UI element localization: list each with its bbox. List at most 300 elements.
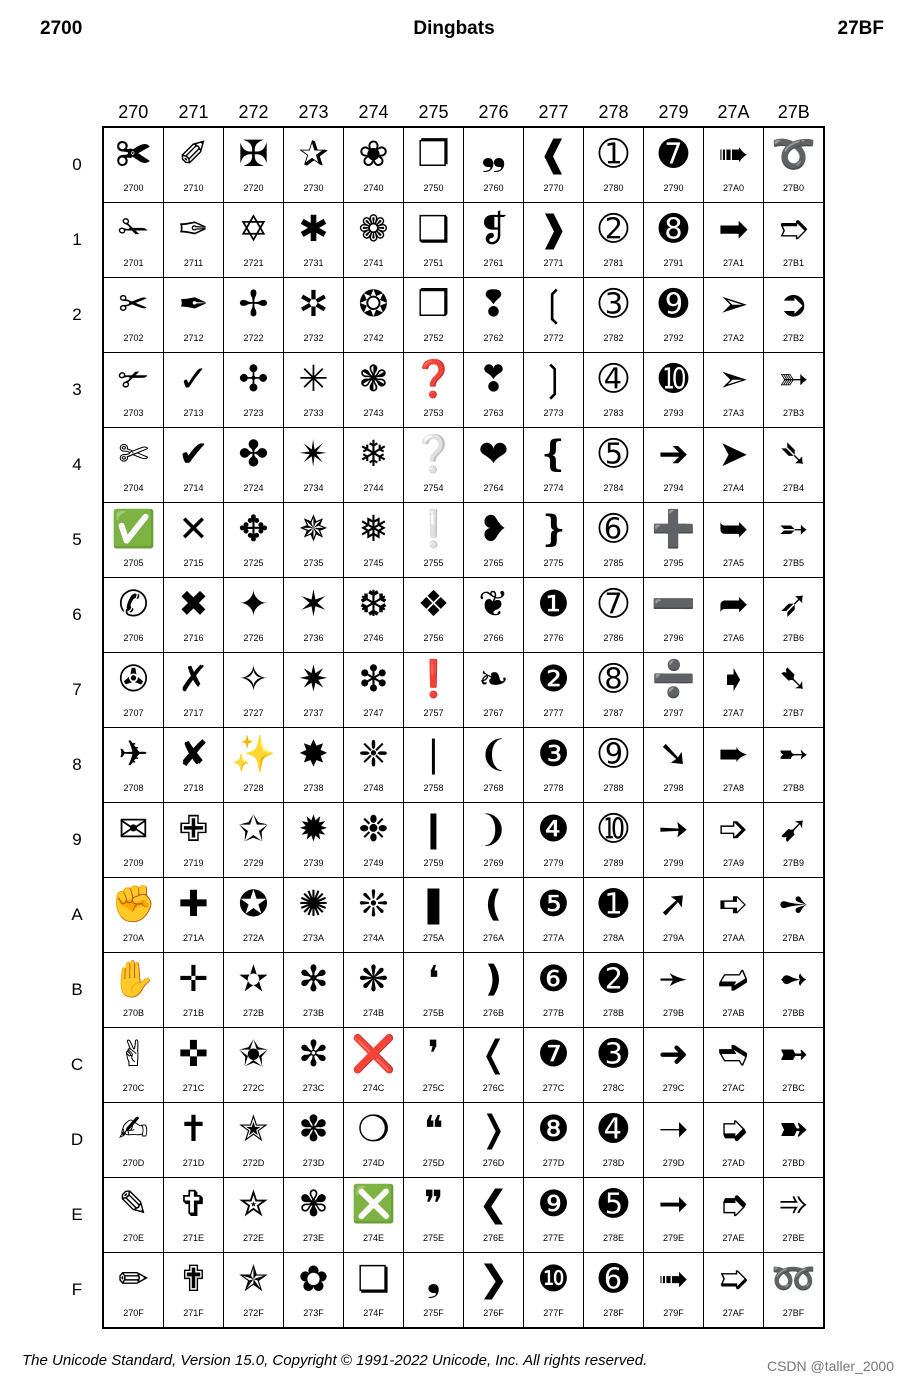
row-header: D bbox=[52, 1103, 103, 1178]
code-cell bbox=[704, 353, 764, 428]
code-point-label: 27A9 bbox=[722, 858, 745, 868]
code-point-label: 271A bbox=[182, 933, 205, 943]
code-point-label: 2718 bbox=[183, 783, 204, 793]
code-cell bbox=[344, 578, 404, 653]
glyph: ➆ bbox=[598, 584, 629, 625]
glyph: ✟ bbox=[178, 1259, 209, 1300]
code-cell bbox=[584, 728, 644, 803]
code-point-label: 272B bbox=[242, 1008, 265, 1018]
code-point-label: 2772 bbox=[543, 333, 564, 343]
code-point-label: 2753 bbox=[423, 408, 444, 418]
code-cell bbox=[344, 353, 404, 428]
code-cell bbox=[584, 803, 644, 878]
code-point-label: 2708 bbox=[123, 783, 144, 793]
glyph: ➣ bbox=[718, 359, 749, 400]
glyph: ❖ bbox=[417, 584, 450, 625]
code-cell bbox=[404, 203, 464, 278]
code-cell bbox=[584, 1028, 644, 1103]
code-point-label: 27BF bbox=[782, 1308, 805, 1318]
glyph: ✛ bbox=[178, 959, 209, 1000]
glyph: ➢ bbox=[718, 284, 749, 325]
code-point-label: 2743 bbox=[363, 408, 384, 418]
code-point-label: 272E bbox=[242, 1233, 265, 1243]
code-point-label: 2748 bbox=[363, 783, 384, 793]
code-point-label: 2713 bbox=[183, 408, 204, 418]
code-point-label: 2766 bbox=[483, 633, 504, 643]
code-point-label: 2765 bbox=[483, 558, 504, 568]
code-point-label: 2762 bbox=[483, 333, 504, 343]
range-end-label: 27BF bbox=[837, 18, 884, 39]
table-row bbox=[52, 878, 824, 953]
glyph: ❨ bbox=[478, 734, 509, 775]
code-cell bbox=[464, 353, 524, 428]
code-point-label: 27A5 bbox=[722, 558, 745, 568]
code-cell bbox=[644, 878, 704, 953]
glyph: ❄ bbox=[358, 434, 389, 475]
code-point-label: 272A bbox=[242, 933, 265, 943]
code-cell bbox=[524, 353, 584, 428]
glyph: ❝ bbox=[423, 1109, 444, 1150]
glyph: ➹ bbox=[778, 809, 809, 850]
glyph: ❤ bbox=[478, 434, 509, 475]
code-point-label: 27A1 bbox=[722, 258, 745, 268]
code-point-label: 2726 bbox=[243, 633, 264, 643]
glyph: ✐ bbox=[178, 134, 209, 175]
code-cell bbox=[224, 578, 284, 653]
code-cell bbox=[764, 278, 825, 353]
glyph: ➪ bbox=[718, 884, 749, 925]
code-cell bbox=[464, 578, 524, 653]
code-point-label: 2721 bbox=[243, 258, 264, 268]
code-point-label: 27B4 bbox=[782, 483, 805, 493]
code-point-label: 27BA bbox=[782, 933, 805, 943]
glyph: ✀ bbox=[115, 134, 152, 175]
code-point-label: 279D bbox=[662, 1158, 685, 1168]
code-point-label: 27BD bbox=[782, 1158, 805, 1168]
code-point-label: 274F bbox=[363, 1308, 384, 1318]
code-point-label: 2750 bbox=[423, 183, 444, 193]
code-point-label: 27A0 bbox=[722, 183, 745, 193]
code-cell bbox=[284, 803, 344, 878]
code-point-label: 2733 bbox=[303, 408, 324, 418]
code-point-label: 27B6 bbox=[782, 633, 805, 643]
code-point-label: 2789 bbox=[603, 858, 624, 868]
glyph: ➮ bbox=[718, 1184, 749, 1225]
code-cell bbox=[464, 203, 524, 278]
block-title: Dingbats bbox=[413, 18, 495, 39]
code-cell bbox=[224, 127, 284, 203]
code-point-label: 270A bbox=[122, 933, 145, 943]
code-point-label: 2725 bbox=[243, 558, 264, 568]
code-point-label: 277E bbox=[542, 1233, 565, 1243]
glyph: ❻ bbox=[537, 959, 570, 1000]
code-cell bbox=[764, 878, 825, 953]
glyph: ❒ bbox=[417, 284, 450, 325]
code-cell bbox=[644, 578, 704, 653]
code-cell bbox=[284, 1178, 344, 1253]
glyph: ✗ bbox=[178, 659, 209, 700]
code-point-label: 272D bbox=[242, 1158, 265, 1168]
row-header: C bbox=[52, 1028, 103, 1103]
code-cell bbox=[584, 278, 644, 353]
glyph: ✹ bbox=[298, 809, 329, 850]
code-cell bbox=[464, 127, 524, 203]
glyph: ✄ bbox=[118, 434, 149, 475]
code-point-label: 2771 bbox=[543, 258, 564, 268]
glyph: ➦ bbox=[718, 584, 749, 625]
code-point-label: 2705 bbox=[123, 558, 144, 568]
column-header: 27A bbox=[704, 98, 764, 127]
code-cell bbox=[164, 1178, 224, 1253]
code-cell bbox=[224, 503, 284, 578]
code-point-label: 27AA bbox=[722, 933, 745, 943]
glyph: ➛ bbox=[658, 959, 689, 1000]
code-cell bbox=[464, 1253, 524, 1329]
glyph: ➗ bbox=[651, 659, 696, 700]
code-point-label: 27A4 bbox=[722, 483, 745, 493]
code-point-label: 2728 bbox=[243, 783, 264, 793]
code-cell bbox=[404, 1028, 464, 1103]
code-cell bbox=[704, 1178, 764, 1253]
code-point-label: 273C bbox=[302, 1083, 325, 1093]
code-cell bbox=[704, 1253, 764, 1329]
glyph: ➖ bbox=[651, 584, 696, 625]
code-point-label: 2791 bbox=[663, 258, 684, 268]
glyph: ❿ bbox=[537, 1259, 570, 1300]
code-point-label: 2724 bbox=[243, 483, 264, 493]
code-point-label: 2761 bbox=[483, 258, 504, 268]
glyph: ✲ bbox=[298, 284, 329, 325]
glyph: ➕ bbox=[651, 509, 696, 550]
code-cell bbox=[284, 953, 344, 1028]
row-header: 3 bbox=[52, 353, 103, 428]
glyph: ✒ bbox=[178, 284, 209, 325]
glyph: ➶ bbox=[778, 584, 809, 625]
glyph: ❩ bbox=[478, 809, 509, 850]
code-point-label: 276F bbox=[483, 1308, 504, 1318]
code-point-label: 2751 bbox=[423, 258, 444, 268]
table-row bbox=[52, 1028, 824, 1103]
code-point-label: 270E bbox=[122, 1233, 145, 1243]
code-cell bbox=[584, 428, 644, 503]
glyph: ➟ bbox=[658, 1259, 689, 1300]
code-point-label: 2752 bbox=[423, 333, 444, 343]
code-cell bbox=[164, 1253, 224, 1329]
code-point-label: 2768 bbox=[483, 783, 504, 793]
code-cell bbox=[164, 578, 224, 653]
code-cell bbox=[524, 203, 584, 278]
column-header: 276 bbox=[464, 98, 524, 127]
code-point-label: 27B5 bbox=[782, 558, 805, 568]
glyph: ✠ bbox=[238, 134, 269, 175]
glyph: ✭ bbox=[238, 1109, 269, 1150]
glyph: ➇ bbox=[598, 659, 629, 700]
code-point-label: 27A7 bbox=[722, 708, 745, 718]
code-cell bbox=[584, 953, 644, 1028]
glyph: ❠ bbox=[481, 134, 506, 175]
glyph: ❐ bbox=[417, 134, 450, 175]
code-point-label: 2710 bbox=[183, 183, 204, 193]
code-cell bbox=[764, 203, 825, 278]
code-point-label: 2712 bbox=[183, 333, 204, 343]
table-row bbox=[52, 1178, 824, 1253]
code-point-label: 2774 bbox=[543, 483, 564, 493]
glyph: ➯ bbox=[718, 1259, 749, 1300]
code-cell bbox=[103, 653, 164, 728]
glyph: ❁ bbox=[358, 209, 389, 250]
code-cell bbox=[404, 428, 464, 503]
glyph: ✙ bbox=[178, 809, 209, 850]
glyph: ➁ bbox=[598, 209, 629, 250]
glyph: ✜ bbox=[178, 1034, 209, 1075]
code-point-label: 2730 bbox=[303, 183, 324, 193]
code-cell bbox=[344, 1028, 404, 1103]
table-row bbox=[52, 127, 824, 203]
code-cell bbox=[224, 428, 284, 503]
glyph: ➈ bbox=[598, 734, 629, 775]
column-header: 279 bbox=[644, 98, 704, 127]
row-header: E bbox=[52, 1178, 103, 1253]
glyph: ❆ bbox=[358, 584, 389, 625]
code-point-label: 2787 bbox=[603, 708, 624, 718]
row-header: B bbox=[52, 953, 103, 1028]
code-point-label: 2716 bbox=[183, 633, 204, 643]
code-cell bbox=[284, 1103, 344, 1178]
glyph: ➷ bbox=[778, 659, 809, 700]
glyph: ➨ bbox=[718, 734, 749, 775]
code-point-label: 27BC bbox=[782, 1083, 805, 1093]
glyph: ➘ bbox=[658, 734, 689, 775]
code-point-label: 2794 bbox=[663, 483, 684, 493]
glyph: ✣ bbox=[238, 359, 269, 400]
glyph: ❚ bbox=[418, 884, 449, 925]
code-cell bbox=[644, 728, 704, 803]
code-cell bbox=[704, 653, 764, 728]
code-cell bbox=[704, 203, 764, 278]
glyph: ❱ bbox=[538, 209, 569, 250]
glyph: ❀ bbox=[358, 134, 389, 175]
glyph: ✩ bbox=[238, 809, 269, 850]
code-chart-table bbox=[52, 98, 825, 1329]
code-cell bbox=[164, 728, 224, 803]
code-point-label: 27BB bbox=[782, 1008, 805, 1018]
table-row bbox=[52, 1253, 824, 1329]
code-point-label: 2703 bbox=[123, 408, 144, 418]
code-point-label: 27B3 bbox=[782, 408, 805, 418]
code-cell bbox=[584, 878, 644, 953]
code-point-label: 2746 bbox=[363, 633, 384, 643]
row-header: 5 bbox=[52, 503, 103, 578]
row-header: 8 bbox=[52, 728, 103, 803]
glyph: ❷ bbox=[537, 659, 570, 700]
table-row bbox=[52, 1103, 824, 1178]
glyph: ❦ bbox=[478, 584, 509, 625]
glyph: ➬ bbox=[718, 1034, 749, 1075]
glyph: ➩ bbox=[718, 809, 749, 850]
glyph: ❉ bbox=[358, 809, 389, 850]
code-point-label: 276E bbox=[482, 1233, 505, 1243]
code-cell bbox=[164, 127, 224, 203]
code-cell bbox=[644, 653, 704, 728]
code-cell bbox=[584, 653, 644, 728]
code-cell bbox=[164, 203, 224, 278]
code-cell bbox=[103, 127, 164, 203]
glyph: ✴ bbox=[298, 434, 329, 475]
code-point-label: 2736 bbox=[303, 633, 324, 643]
code-point-label: 279E bbox=[662, 1233, 685, 1243]
glyph: ✱ bbox=[298, 209, 329, 250]
column-header: 271 bbox=[164, 98, 224, 127]
glyph: ✤ bbox=[238, 434, 269, 475]
glyph: ❬ bbox=[478, 1034, 509, 1075]
code-cell bbox=[524, 653, 584, 728]
code-cell bbox=[764, 428, 825, 503]
code-point-label: 271E bbox=[182, 1233, 205, 1243]
column-header: 277 bbox=[524, 98, 584, 127]
code-point-label: 27B8 bbox=[782, 783, 805, 793]
code-point-label: 2758 bbox=[423, 783, 444, 793]
code-cell bbox=[764, 578, 825, 653]
code-cell bbox=[404, 278, 464, 353]
column-header: 273 bbox=[284, 98, 344, 127]
code-point-label: 2734 bbox=[303, 483, 324, 493]
glyph: ✵ bbox=[298, 509, 329, 550]
column-header: 272 bbox=[224, 98, 284, 127]
code-point-label: 27AE bbox=[722, 1233, 745, 1243]
glyph: ❲ bbox=[538, 284, 569, 325]
glyph: ✆ bbox=[118, 584, 149, 625]
glyph: ➠ bbox=[718, 134, 749, 175]
code-point-label: 271D bbox=[182, 1158, 205, 1168]
code-cell bbox=[644, 953, 704, 1028]
code-cell bbox=[224, 728, 284, 803]
code-point-label: 2722 bbox=[243, 333, 264, 343]
glyph: ✬ bbox=[238, 1034, 269, 1075]
glyph: ❛ bbox=[427, 959, 440, 1000]
code-cell bbox=[284, 127, 344, 203]
table-row bbox=[52, 578, 824, 653]
code-point-label: 27AD bbox=[722, 1158, 745, 1168]
glyph: ✕ bbox=[178, 509, 209, 550]
code-point-label: 2700 bbox=[123, 183, 144, 193]
glyph: ✿ bbox=[298, 1259, 329, 1300]
code-cell bbox=[524, 428, 584, 503]
code-cell bbox=[464, 803, 524, 878]
code-point-label: 274E bbox=[362, 1233, 385, 1243]
glyph: ➭ bbox=[718, 1109, 749, 1150]
glyph: ➿ bbox=[771, 1259, 816, 1300]
code-point-label: 27A2 bbox=[722, 333, 745, 343]
code-cell bbox=[764, 803, 825, 878]
glyph: ➐ bbox=[658, 134, 689, 175]
glyph: ❍ bbox=[357, 1109, 390, 1150]
glyph: ➱ bbox=[778, 209, 809, 250]
glyph: ✢ bbox=[238, 284, 269, 325]
code-point-label: 2756 bbox=[423, 633, 444, 643]
code-point-label: 278F bbox=[603, 1308, 624, 1318]
glyph: ❸ bbox=[537, 734, 570, 775]
glyph: ➃ bbox=[598, 359, 629, 400]
glyph: ➅ bbox=[598, 509, 629, 550]
glyph: ❎ bbox=[351, 1184, 396, 1225]
code-cell bbox=[103, 1178, 164, 1253]
code-point-label: 279B bbox=[662, 1008, 685, 1018]
code-point-label: 274B bbox=[362, 1008, 385, 1018]
code-point-label: 2784 bbox=[603, 483, 624, 493]
code-point-label: 2744 bbox=[363, 483, 384, 493]
code-point-label: 2786 bbox=[603, 633, 624, 643]
code-point-label: 2778 bbox=[543, 783, 564, 793]
column-header: 270 bbox=[103, 98, 164, 127]
code-cell bbox=[644, 428, 704, 503]
row-header: 4 bbox=[52, 428, 103, 503]
code-cell bbox=[404, 353, 464, 428]
table-row bbox=[52, 203, 824, 278]
code-point-label: 278A bbox=[602, 933, 625, 943]
code-cell bbox=[344, 953, 404, 1028]
code-cell bbox=[284, 1253, 344, 1329]
glyph: ❣ bbox=[478, 359, 509, 400]
code-cell bbox=[224, 203, 284, 278]
glyph: ➋ bbox=[598, 959, 629, 1000]
code-cell bbox=[404, 503, 464, 578]
code-cell bbox=[164, 653, 224, 728]
code-point-label: 276B bbox=[482, 1008, 505, 1018]
code-point-label: 275B bbox=[422, 1008, 445, 1018]
code-point-label: 275E bbox=[422, 1233, 445, 1243]
code-point-label: 271C bbox=[182, 1083, 205, 1093]
code-cell bbox=[524, 728, 584, 803]
glyph: ✼ bbox=[298, 1034, 329, 1075]
code-point-label: 2706 bbox=[123, 633, 144, 643]
glyph: ✑ bbox=[178, 209, 209, 250]
code-cell bbox=[224, 653, 284, 728]
code-cell bbox=[103, 503, 164, 578]
glyph: ➡ bbox=[718, 209, 749, 250]
code-cell bbox=[404, 1253, 464, 1329]
code-cell bbox=[644, 1178, 704, 1253]
code-cell bbox=[464, 653, 524, 728]
code-point-label: 2738 bbox=[303, 783, 324, 793]
code-cell bbox=[344, 1103, 404, 1178]
code-cell bbox=[404, 127, 464, 203]
code-point-label: 2732 bbox=[303, 333, 324, 343]
code-point-label: 2799 bbox=[663, 858, 684, 868]
code-point-label: 2719 bbox=[183, 858, 204, 868]
code-point-label: 2782 bbox=[603, 333, 624, 343]
glyph: ➑ bbox=[658, 209, 689, 250]
code-point-label: 279C bbox=[662, 1083, 685, 1093]
code-point-label: 271B bbox=[182, 1008, 205, 1018]
glyph: ✧ bbox=[238, 659, 269, 700]
code-point-label: 277D bbox=[542, 1158, 565, 1168]
code-point-label: 2798 bbox=[663, 783, 684, 793]
code-point-label: 27AC bbox=[722, 1083, 745, 1093]
glyph: ✾ bbox=[298, 1184, 329, 1225]
glyph: ❺ bbox=[537, 884, 570, 925]
code-cell bbox=[644, 503, 704, 578]
code-point-label: 2790 bbox=[663, 183, 684, 193]
code-cell bbox=[404, 578, 464, 653]
code-cell bbox=[524, 127, 584, 203]
glyph: ➓ bbox=[658, 359, 689, 400]
code-point-label: 2757 bbox=[423, 708, 444, 718]
code-point-label: 270F bbox=[123, 1308, 144, 1318]
code-cell bbox=[704, 878, 764, 953]
code-cell bbox=[464, 1028, 524, 1103]
glyph: ✽ bbox=[298, 1109, 329, 1150]
glyph: ❯ bbox=[478, 1259, 509, 1300]
